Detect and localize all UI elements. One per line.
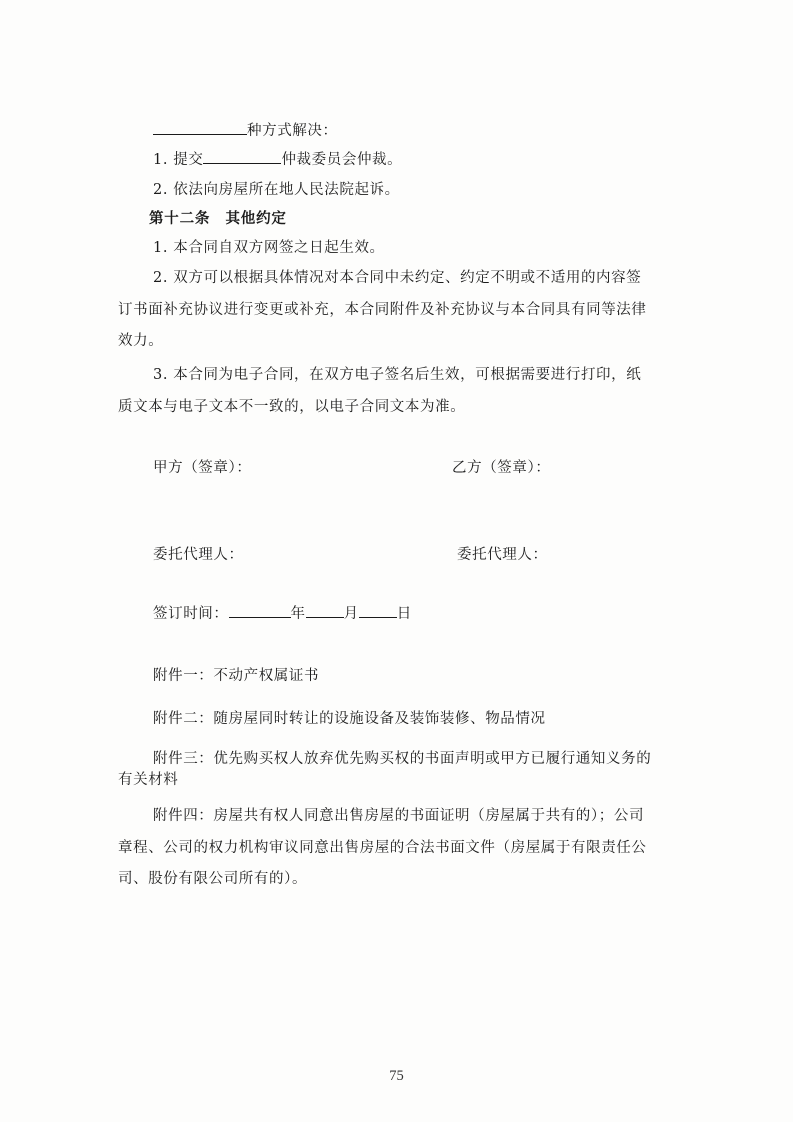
article-12-item-3-line-1: 3. 本合同为电子合同，在双方电子签名后生效，可根据需要进行打印，纸 xyxy=(153,367,642,383)
article-12-item-2-line-3: 效力。 xyxy=(118,333,164,349)
attachment-1: 附件一：不动产权属证书 xyxy=(153,668,320,684)
blank-month xyxy=(306,603,344,618)
dispute-option-2: 2. 依法向房屋所在地人民法院起诉。 xyxy=(153,182,400,198)
party-b-signature-label: 乙方（签章）： xyxy=(452,460,551,476)
dispute-option-1 xyxy=(153,149,402,170)
attachment-4-line-2: 章程、公司的权力机构审议同意出售房屋的合法书面文件（房屋属于有限责任公 xyxy=(118,840,647,856)
dispute-option-1-suffix: 仲裁委员会仲裁。 xyxy=(281,152,403,168)
signing-date-line xyxy=(153,603,412,624)
year-label: 年 xyxy=(290,606,306,622)
article-12-item-2-line-2: 订书面补充协议进行变更或补充，本合同附件及补充协议与本合同具有同等法律 xyxy=(118,302,647,318)
page-number: 75 xyxy=(389,1068,404,1084)
party-b-agent-label: 委托代理人： xyxy=(457,547,548,563)
day-label: 日 xyxy=(396,606,412,622)
dispute-method-line xyxy=(153,120,338,141)
blank-year xyxy=(229,603,291,618)
blank-arbitration-commission xyxy=(203,149,281,164)
blank-method-count xyxy=(153,120,247,135)
party-a-signature-label: 甲方（签章）： xyxy=(153,460,252,476)
article-12-item-3-line-2: 质文本与电子文本不一致的，以电子合同文本为准。 xyxy=(118,399,466,415)
blank-day xyxy=(359,603,397,618)
attachment-2: 附件二：随房屋同时转让的设施设备及装饰装修、物品情况 xyxy=(153,711,546,727)
article-12-item-2-line-1: 2. 双方可以根据具体情况对本合同中未约定、约定不明或不适用的内容签 xyxy=(153,270,642,286)
attachment-4-line-1: 附件四：房屋共有权人同意出售房屋的书面证明（房屋属于共有的）；公司 xyxy=(153,808,645,824)
month-label: 月 xyxy=(343,606,359,622)
signing-date-label: 签订时间： xyxy=(153,606,229,622)
article-12-heading: 第十二条 其他约定 xyxy=(149,211,287,227)
attachment-4-line-3: 司、股份有限公司所有的）。 xyxy=(118,871,308,887)
attachment-3-line-2: 有关材料 xyxy=(118,772,179,788)
article-12-item-1: 1. 本合同自双方网签之日起生效。 xyxy=(153,240,385,256)
party-a-agent-label: 委托代理人： xyxy=(153,547,244,563)
dispute-method-suffix: 种方式解决： xyxy=(247,123,338,139)
dispute-option-1-prefix: 1. 提交 xyxy=(153,152,204,168)
attachment-3-line-1: 附件三：优先购买权人放弃优先购买权的书面声明或甲方已履行通知义务的 xyxy=(153,751,652,767)
